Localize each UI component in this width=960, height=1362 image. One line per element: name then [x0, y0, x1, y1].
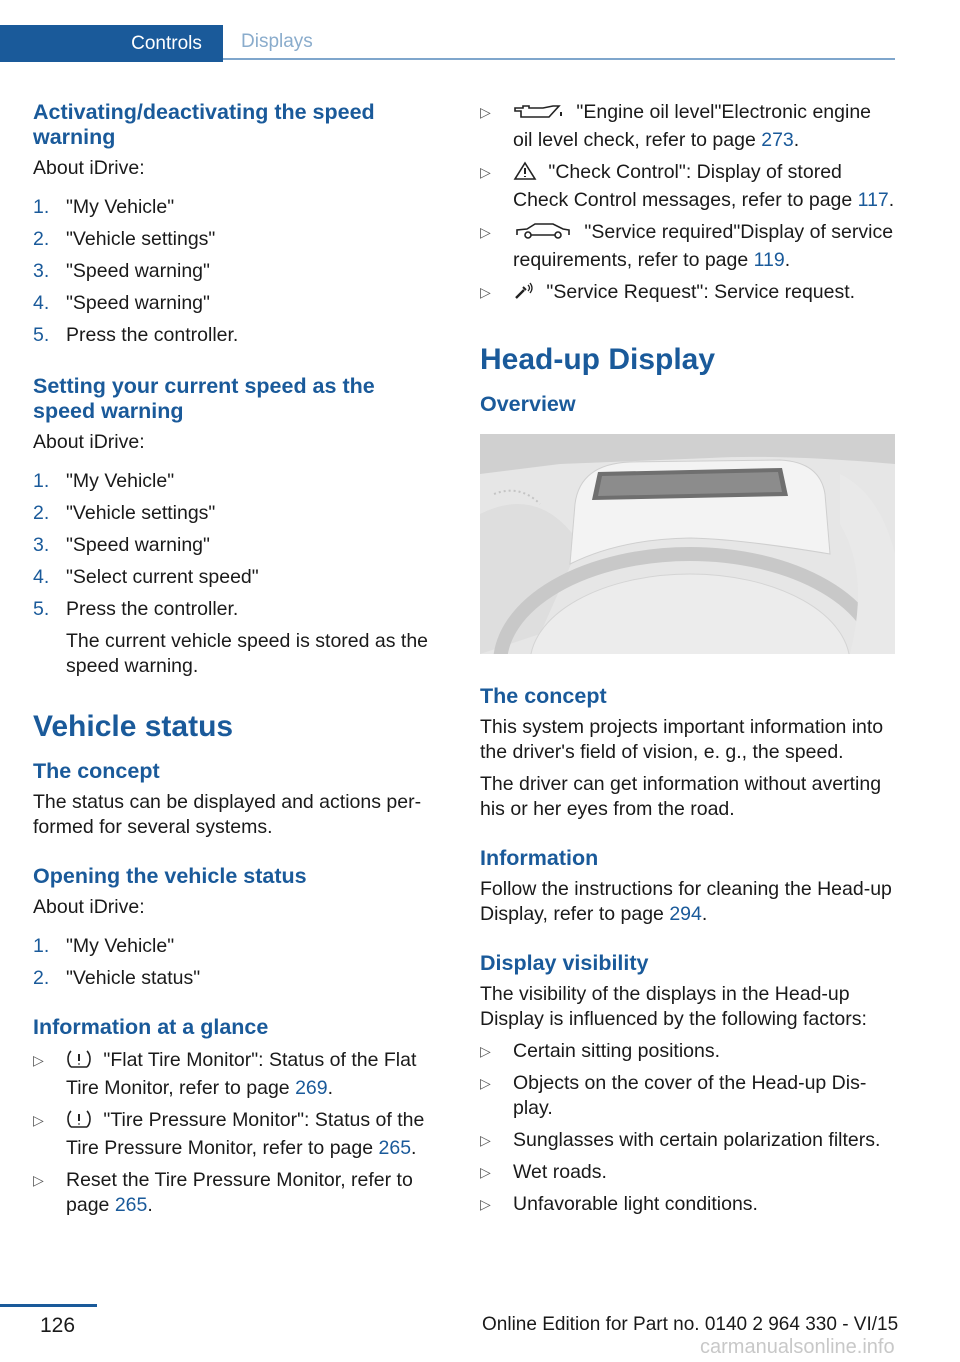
chapter-title-vehicle-status: Vehicle status — [33, 710, 234, 743]
chapter-title-hud: Head-up Display — [480, 343, 716, 376]
page-link[interactable]: 265 — [114, 1194, 148, 1216]
hud-dashboard-image — [480, 434, 895, 654]
tire-pressure-icon — [66, 1109, 92, 1136]
page-number: 126 — [40, 1314, 76, 1337]
factors-list — [480, 1039, 895, 1217]
wrench-call-icon — [513, 281, 535, 308]
header-tabs — [0, 0, 895, 62]
list-item: 5. Press the controller. — [33, 598, 239, 620]
page-number-rule — [0, 1304, 97, 1307]
steps-list — [33, 195, 438, 348]
section-title-speed-warning: Activating/deactivating the speed warning — [33, 100, 375, 149]
visibility-text: The visibility of the displays in the Head-up Display is influenced by the following factors: — [480, 983, 867, 1030]
list-item: 2. "Vehicle settings" — [33, 228, 216, 250]
list-item: ▷ Unfavorable light conditions. — [480, 1193, 758, 1215]
edition-text: Online Edition for Part no. 0140 2 964 330 - VI/15 — [482, 1314, 899, 1335]
oil-can-icon — [513, 103, 565, 128]
section-title-current-speed: Setting your current speed as the speed warning — [33, 374, 375, 423]
left-column — [33, 100, 438, 1218]
warning-triangle-icon — [513, 161, 537, 188]
glance-list — [33, 1048, 438, 1218]
list-item: 3. "Speed warning" — [33, 260, 210, 282]
list-item: 1. "My Vehicle" — [33, 196, 175, 218]
list-item: ▷ "Service Request": Service request. — [480, 280, 895, 308]
page-link[interactable]: 294 — [669, 903, 702, 925]
status-list — [480, 100, 895, 308]
intro-text: About iDrive: — [33, 431, 145, 453]
watermark: carmanualsonline.info — [700, 1336, 895, 1358]
section-title-concept: The concept — [33, 759, 160, 783]
page-link[interactable]: 269 — [295, 1077, 328, 1099]
section-title-glance: Information at a glance — [33, 1015, 269, 1039]
page-link[interactable]: 119 — [753, 249, 785, 271]
step-note: The current vehicle speed is stored as the speed warning. — [66, 630, 429, 677]
concept-text-1: This system projects important information into the driver's field of vision, e. g., the speed. — [480, 716, 884, 763]
list-item: 5. Press the controller. — [33, 324, 239, 346]
steps-list — [33, 934, 438, 991]
list-item: ▷ Sunglasses with certain polarization filters. — [480, 1129, 881, 1151]
list-item: ▷ "Service required"Display of service requirements, refer to page 119. — [480, 221, 894, 271]
list-item: ▷ "Flat Tire Monitor": Status of the Flat Tire Monitor, refer to page 269. — [33, 1049, 417, 1099]
list-item: ▷ Wet roads. — [480, 1161, 607, 1183]
list-item: ▷ Certain sitting positions. — [480, 1040, 721, 1062]
list-item: ▷ "Tire Pressure Monitor": Status of the Tire Pressure Monitor, refer to page 265. — [33, 1109, 425, 1159]
section-title-overview: Overview — [480, 392, 576, 416]
section-title-hud-concept: The concept — [480, 684, 607, 708]
concept-text: The status can be displayed and actions per-formed for several systems. — [33, 791, 422, 838]
page-link[interactable]: 117 — [857, 189, 889, 211]
list-item: 1. "My Vehicle" — [33, 935, 175, 957]
list-item: 2. "Vehicle settings" — [33, 502, 216, 524]
intro-text: About iDrive: — [33, 157, 145, 179]
information-text: Follow the instructions for cleaning the Head-up Display, refer to page 294. — [480, 878, 892, 925]
tab-displays[interactable]: Displays — [223, 25, 895, 60]
intro-text: About iDrive: — [33, 896, 145, 918]
list-item: 4. "Speed warning" — [33, 292, 210, 314]
list-item: 3. "Speed warning" — [33, 534, 210, 556]
list-item: ▷ Reset the Tire Pressure Monitor, refer to page 265. — [33, 1169, 413, 1216]
car-service-icon — [513, 221, 573, 248]
concept-text-2: The driver can get information without averting his or her eyes from the road. — [480, 773, 882, 820]
tab-controls[interactable]: Controls — [0, 25, 223, 62]
section-title-visibility: Display visibility — [480, 951, 649, 975]
section-title-opening: Opening the vehicle status — [33, 864, 307, 888]
section-title-information: Information — [480, 846, 599, 870]
page-link[interactable]: 273 — [761, 129, 794, 151]
list-item: ▷ "Check Control": Display of stored Check Control messages, refer to page 117. — [480, 161, 895, 211]
page-link[interactable]: 265 — [378, 1137, 412, 1159]
list-item: 2. "Vehicle status" — [33, 967, 201, 989]
flat-tire-icon — [66, 1049, 92, 1076]
list-item: ▷ Objects on the cover of the Head-up Dis-play. — [480, 1072, 867, 1119]
list-item: ▷ "Engine oil level"Electronic engine oil level check, refer to page 273. — [480, 101, 872, 151]
steps-list — [33, 469, 438, 622]
list-item: 1. "My Vehicle" — [33, 470, 175, 492]
list-item: 4. "Select current speed" — [33, 566, 259, 588]
right-column — [480, 100, 895, 1217]
